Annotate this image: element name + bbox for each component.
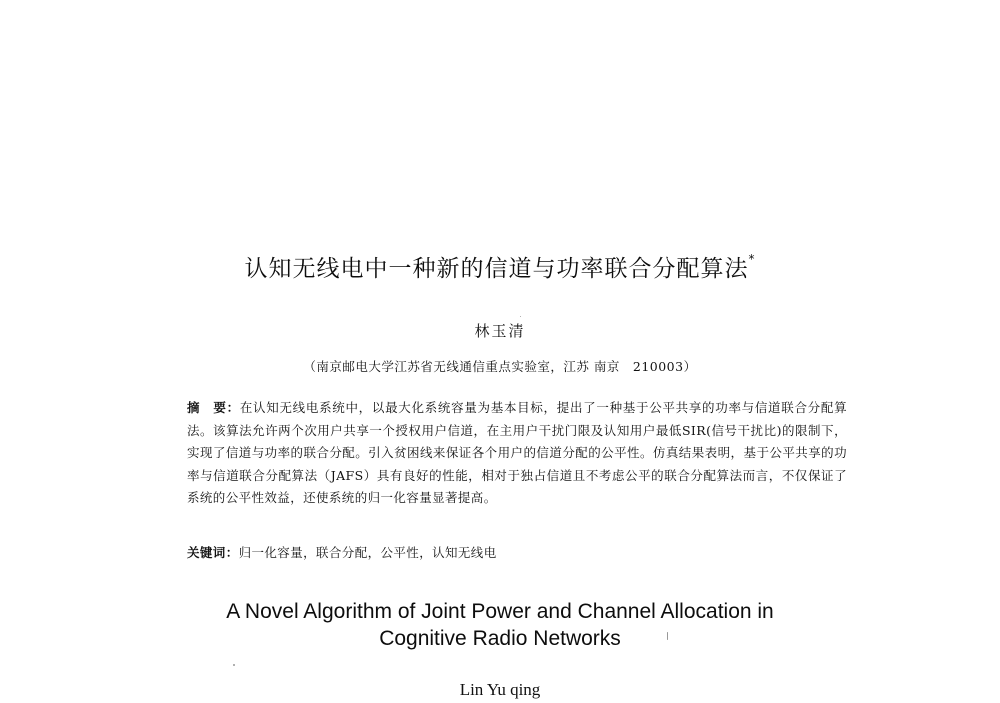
abstract-label: 摘 要：	[187, 400, 240, 415]
english-title-line-1: A Novel Algorithm of Joint Power and Channel Allocation in	[226, 600, 774, 623]
english-title-line-2: Cognitive Radio Networks	[379, 627, 621, 650]
keywords-text: 归一化容量，联合分配，公平性，认知无线电	[238, 545, 497, 560]
english-title	[0, 598, 1000, 652]
chinese-title-text: 认知无线电中一种新的信道与功率联合分配算法	[244, 256, 749, 282]
abstract-text: 在认知无线电系统中，以最大化系统容量为基本目标，提出了一种基于公平共享的功率与信道联合分配算法。该算法允许两个次用户共享一个授权用户信道，在主用户干扰门限及认知用户最低SIR(信号干扰比)的限制下，实现了信道与功率的联合分配。引入贫困线来保证各个用户的信道分配的公平性。仿真结果表明，基于公平共享的功率与信道联合分配算法（JAFS）具有良好的性能，相对于独占信道且不考虑公平的联合分配算法而言，不仅保证了系统的公平性效益，还使系统的归一化容量显著提高。	[187, 400, 847, 506]
chinese-author: 林玉清	[474, 322, 526, 340]
title-footnote-mark: *	[748, 252, 756, 267]
chinese-abstract	[187, 397, 847, 510]
keywords-label: 关键词：	[187, 545, 239, 560]
chinese-keywords	[187, 543, 847, 561]
chinese-affiliation: （南京邮电大学江苏省无线通信重点实验室，江苏 南京 210003）	[303, 359, 697, 374]
english-author: Lin Yu qing	[459, 680, 541, 699]
chinese-title	[0, 250, 1000, 283]
scan-speck	[233, 664, 235, 666]
scan-speck	[667, 632, 668, 640]
scan-speck	[520, 316, 521, 317]
